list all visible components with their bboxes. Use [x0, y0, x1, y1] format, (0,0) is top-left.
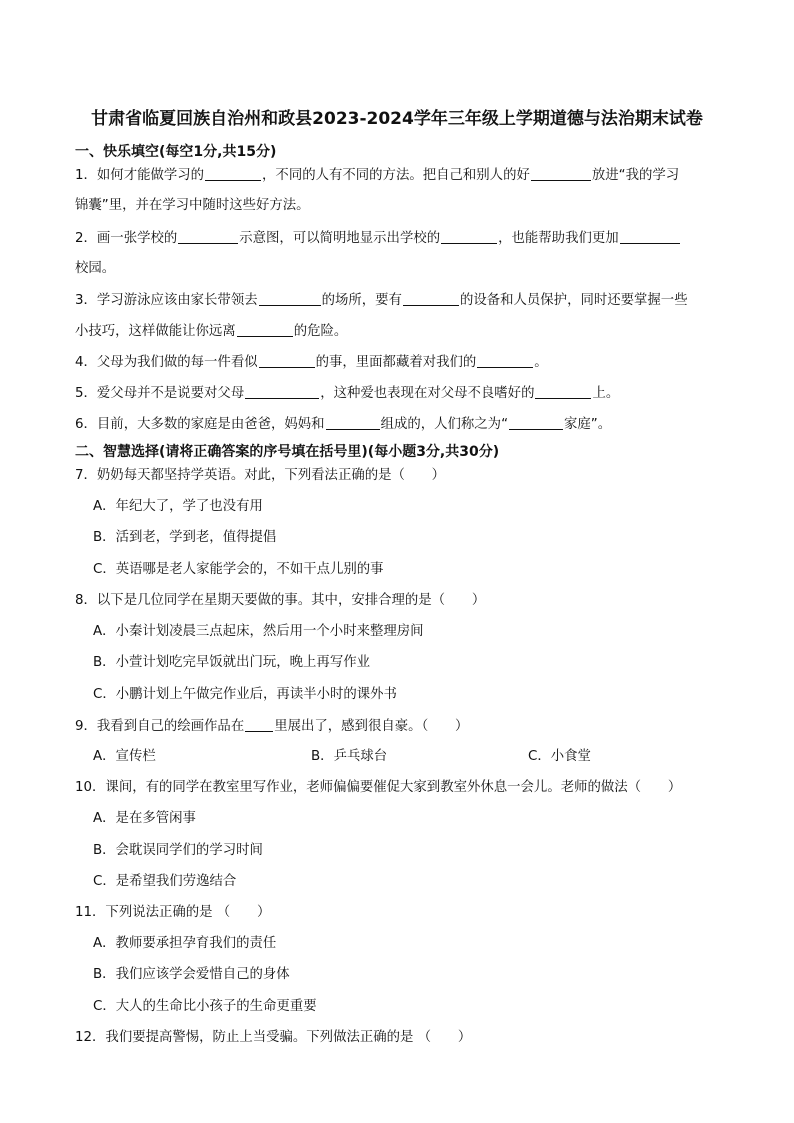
question-9-option-a[interactable]: A．宣传栏: [93, 749, 156, 764]
question-2-line2: 校园。: [75, 261, 116, 276]
question-11-option-a[interactable]: A．教师要承担孕育我们的责任: [93, 936, 277, 951]
question-11-option-c[interactable]: C．大人的生命比小孩子的生命更重要: [93, 999, 317, 1014]
answer-blank[interactable]: [477, 353, 533, 368]
question-1-line1: 1．如何才能做学习的 ，不同的人有不同的方法。把自己和别人的好 放进“我的学习: [75, 168, 680, 183]
answer-blank[interactable]: [205, 166, 261, 181]
exam-title: 甘肃省临夏回族自治州和政县2023-2024学年三年级上学期道德与法治期末试卷: [91, 109, 703, 129]
answer-blank[interactable]: [441, 229, 497, 244]
question-7-option-c[interactable]: C．英语哪是老人家能学会的，不如干点儿别的事: [93, 562, 384, 577]
answer-blank[interactable]: [531, 166, 591, 181]
answer-blank[interactable]: [259, 353, 315, 368]
question-8-option-a[interactable]: A．小秦计划凌晨三点起床，然后用一个小时来整理房间: [93, 624, 424, 639]
answer-blank[interactable]: [403, 291, 459, 306]
question-10-stem: 10．课间，有的同学在教室里写作业，老师偏偏要催促大家到教室外休息一会儿。老师的做法（ ）: [75, 780, 682, 795]
question-2-line1: 2．画一张学校的 示意图，可以简明地显示出学校的 ，也能帮助我们更加: [75, 229, 681, 248]
answer-blank[interactable]: [535, 384, 591, 399]
question-4: 4．父母为我们做的每一件看似 的事，里面都藏着对我们的 。: [75, 355, 548, 370]
question-10-option-b[interactable]: B．会耽误同学们的学习时间: [93, 843, 263, 858]
question-3-line2: 小技巧，这样做能让你远离 的危险。: [75, 324, 348, 339]
question-7-stem: 7．奶奶每天都坚持学英语。对此，下列看法正确的是（ ）: [75, 468, 446, 483]
question-8-option-c[interactable]: C．小鹏计划上午做完作业后，再读半小时的课外书: [93, 687, 397, 702]
answer-blank[interactable]: [245, 717, 273, 732]
section1-heading: 一、快乐填空(每空1分,共15分): [75, 144, 277, 160]
question-7-option-b[interactable]: B．活到老，学到老，值得提倡: [93, 530, 277, 545]
question-10-option-c[interactable]: C．是希望我们劳逸结合: [93, 874, 237, 889]
question-11-option-b[interactable]: B．我们应该学会爱惜自己的身体: [93, 967, 290, 982]
answer-blank[interactable]: [178, 229, 238, 244]
question-12-stem: 12．我们要提高警惕，防止上当受骗。下列做法正确的是 （ ）: [75, 1030, 472, 1045]
answer-blank[interactable]: [326, 415, 380, 430]
question-7-option-a[interactable]: A．年纪大了，学了也没有用: [93, 499, 263, 514]
question-6: 6．目前，大多数的家庭是由爸爸，妈妈和 组成的，人们称之为“ 家庭”。: [75, 417, 612, 432]
answer-blank[interactable]: [509, 415, 563, 430]
question-11-stem: 11．下列说法正确的是 （ ）: [75, 905, 271, 920]
question-8-option-b[interactable]: B．小萱计划吃完早饭就出门玩，晚上再写作业: [93, 655, 370, 670]
answer-blank[interactable]: [245, 384, 319, 399]
answer-blank[interactable]: [237, 322, 293, 337]
question-9-option-b[interactable]: B．乒乓球台: [311, 749, 388, 764]
answer-blank[interactable]: [620, 229, 680, 244]
question-9-stem: 9．我看到自己的绘画作品在 里展出了，感到很自豪。（ ）: [75, 719, 469, 734]
question-1-line2: 锦囊”里，并在学习中随时这些好方法。: [75, 198, 310, 213]
section2-heading: 二、智慧选择(请将正确答案的序号填在括号里)(每小题3分,共30分): [75, 444, 500, 460]
question-10-option-a[interactable]: A．是在多管闲事: [93, 811, 196, 826]
question-9-option-c[interactable]: C．小食堂: [528, 749, 591, 764]
answer-blank[interactable]: [259, 291, 321, 306]
question-5: 5．爱父母并不是说要对父母 ，这种爱也表现在对父母不良嗜好的 上。: [75, 386, 620, 401]
question-3-line1: 3．学习游泳应该由家长带领去 的场所，要有 的设备和人员保护，同时还要掌握一些: [75, 293, 688, 308]
question-8-stem: 8．以下是几位同学在星期天要做的事。其中，安排合理的是（ ）: [75, 593, 486, 608]
